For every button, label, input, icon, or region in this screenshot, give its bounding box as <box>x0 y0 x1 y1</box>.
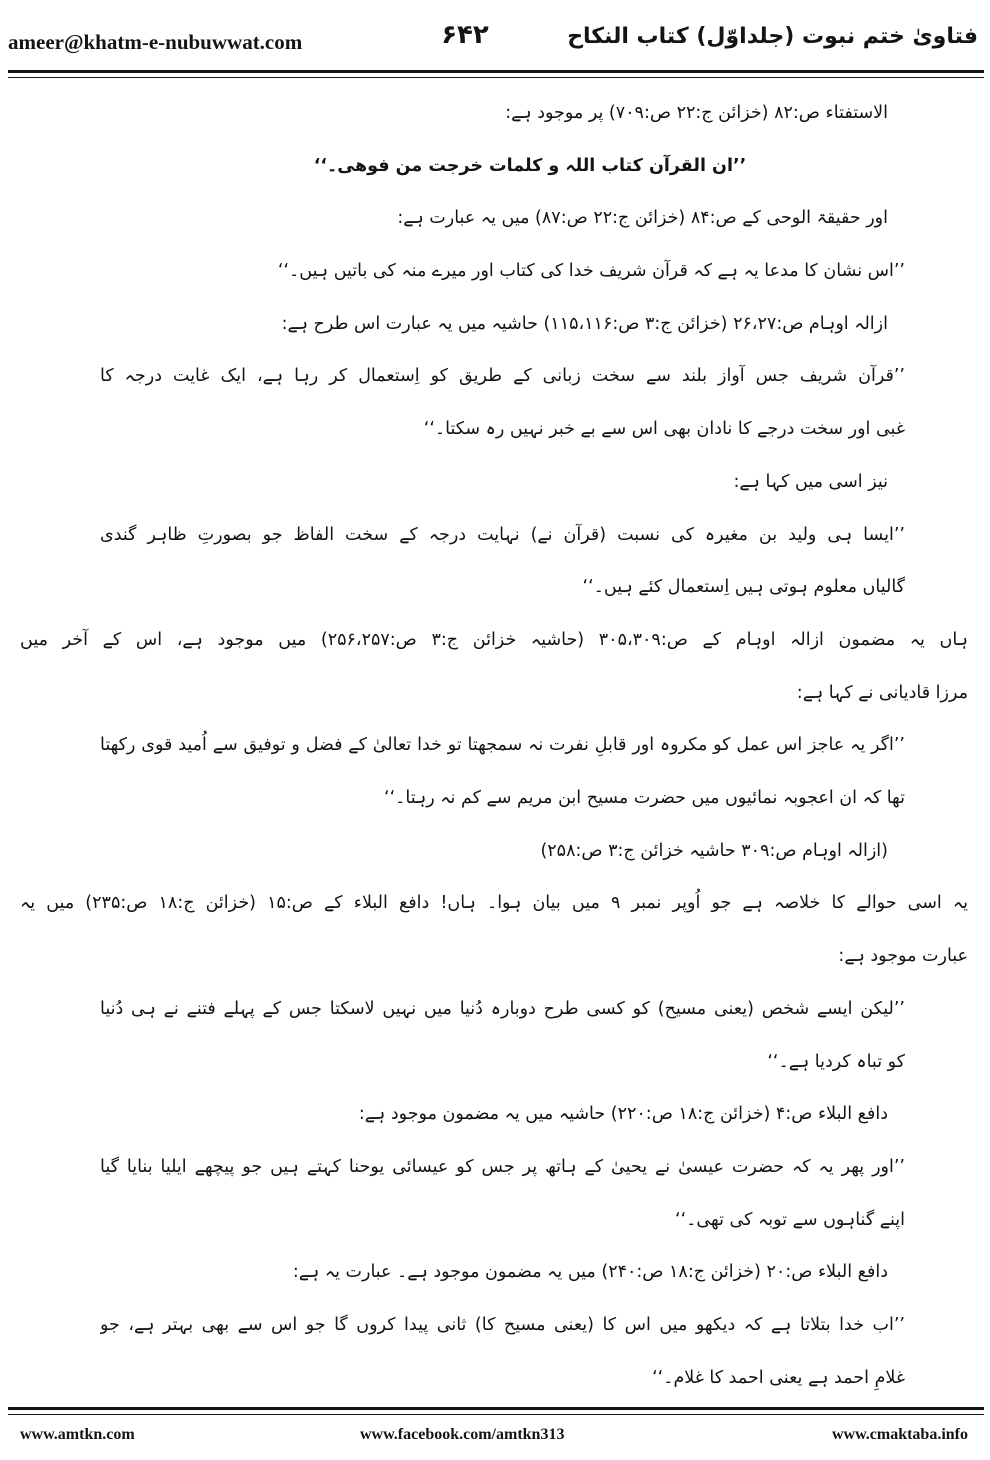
quote-line: تھا کہ ان اعجوبہ نمائیوں میں حضرت مسیح ابن مریم سے کم نہ رہتا۔‘‘ <box>384 788 905 808</box>
quote-line: ’’اور پھر یہ کہ حضرت عیسیٰ نے یحییٰ کے ہاتھ پر جس کو عیسائی یوحنا کہتے ہیں جو پیچھے ایلیا بنایا گیا <box>100 1157 905 1177</box>
quote-line: ’’ایسا ہی ولید بن مغیرہ کی نسبت (قرآن نے) نہایت درجہ کے سخت الفاظ جو بصورتِ ظاہر گندی <box>100 525 905 545</box>
reference-line: دافع البلاء ص:۴ (خزائن ج:۱۸ ص:۲۲۰) حاشیہ میں یہ مضمون موجود ہے: <box>358 1104 888 1124</box>
reference-line: اور حقیقۃ الوحی کے ص:۸۴ (خزائن ج:۲۲ ص:۸۷) میں یہ عبارت ہے: <box>397 208 888 228</box>
footer-website-right: www.cmaktaba.info <box>831 1426 968 1443</box>
header-email: ameer@khatm-e-nubuwwat.com <box>8 30 303 54</box>
reference-line: الاستفتاء ص:۸۲ (خزائن ج:۲۲ ص:۷۰۹) پر موجود ہے: <box>505 103 888 123</box>
reference-line: نیز اسی میں کہا ہے: <box>733 472 888 492</box>
quote-line: غبی اور سخت درجے کا نادان بھی اس سے بے خبر نہیں رہ سکتا۔‘‘ <box>423 419 905 439</box>
body-line: یہ اسی حوالے کا خلاصہ ہے جو اُوپر نمبر ۹ میں بیان ہوا۔ ہاں! دافع البلاء کے ص:۱۵ (خزائن ج:۱۸ ص:۲۳۵) میں یہ <box>20 893 968 913</box>
quote-line: کو تباہ کردیا ہے۔‘‘ <box>767 1052 905 1072</box>
footer-rule-thin <box>8 1414 984 1415</box>
quote-line: ’’قرآن شریف جس آواز بلند سے سخت زبانی کے طریق کو اِستعمال کر رہا ہے، ایک غایت درجہ کا <box>100 366 905 386</box>
quote-line: گالیاں معلوم ہوتی ہیں اِستعمال کئے ہیں۔‘‘ <box>582 577 905 597</box>
body-line: ہاں یہ مضمون ازالہ اوہام کے ص:۳۰۵،۳۰۹ (حاشیہ خزائن ج:۳ ص:۲۵۶،۲۵۷) میں موجود ہے، اس کے آخر میں <box>20 630 968 650</box>
book-title: فتاویٰ ختم نبوت (جلداوّل) کتاب النکاح <box>567 24 978 49</box>
footer-facebook-link: www.facebook.com/amtkn313 <box>360 1426 565 1443</box>
footer-website-left: www.amtkn.com <box>20 1426 135 1443</box>
reference-line: ازالہ اوہام ص:۲۶،۲۷ (خزائن ج:۳ ص:۱۱۵،۱۱۶) حاشیہ میں یہ عبارت اس طرح ہے: <box>281 314 888 334</box>
header-rule-thin <box>8 77 984 78</box>
quote-line: ’’اس نشان کا مدعا یہ ہے کہ قرآن شریف خدا کی کتاب اور میرے منہ کی باتیں ہیں۔‘‘ <box>277 261 905 281</box>
footer-rule-thick <box>8 1407 984 1410</box>
arabic-quote-line: ’’ان القرآن کتاب اللہ و کلمات خرجت من فوھی۔‘‘ <box>313 156 747 176</box>
quote-line: ’’لیکن ایسے شخص (یعنی مسیح) کو کسی طرح دوبارہ دُنیا میں نہیں لاسکتا جس کے پہلے فتنے نے ہی دُنیا <box>100 999 905 1019</box>
quote-line: ’’اب خدا بتلاتا ہے کہ دیکھو میں اس کا (یعنی مسیح کا) ثانی پیدا کروں گا جو اس سے بھی بہتر ہے، جو <box>100 1315 905 1335</box>
body-line: عبارت موجود ہے: <box>838 946 968 966</box>
header-rule-thick <box>8 70 984 73</box>
quote-line: غلامِ احمد ہے یعنی احمد کا غلام۔‘‘ <box>652 1368 905 1388</box>
reference-line: دافع البلاء ص:۲۰ (خزائن ج:۱۸ ص:۲۴۰) میں یہ مضمون موجود ہے۔ عبارت یہ ہے: <box>292 1262 888 1282</box>
quote-line: ’’اگر یہ عاجز اس عمل کو مکروہ اور قابلِ نفرت نہ سمجھتا تو خدا تعالیٰ کے فضل و توفیق سے اُمید قوی رکھتا <box>100 735 905 755</box>
citation-line: (ازالہ اوہام ص:۳۰۹ حاشیہ خزائن ج:۳ ص:۲۵۸) <box>540 841 888 861</box>
page-number: ۶۴۲ <box>441 20 489 50</box>
quote-line: اپنے گناہوں سے توبہ کی تھی۔‘‘ <box>675 1210 905 1230</box>
body-line: مرزا قادیانی نے کہا ہے: <box>796 683 968 703</box>
